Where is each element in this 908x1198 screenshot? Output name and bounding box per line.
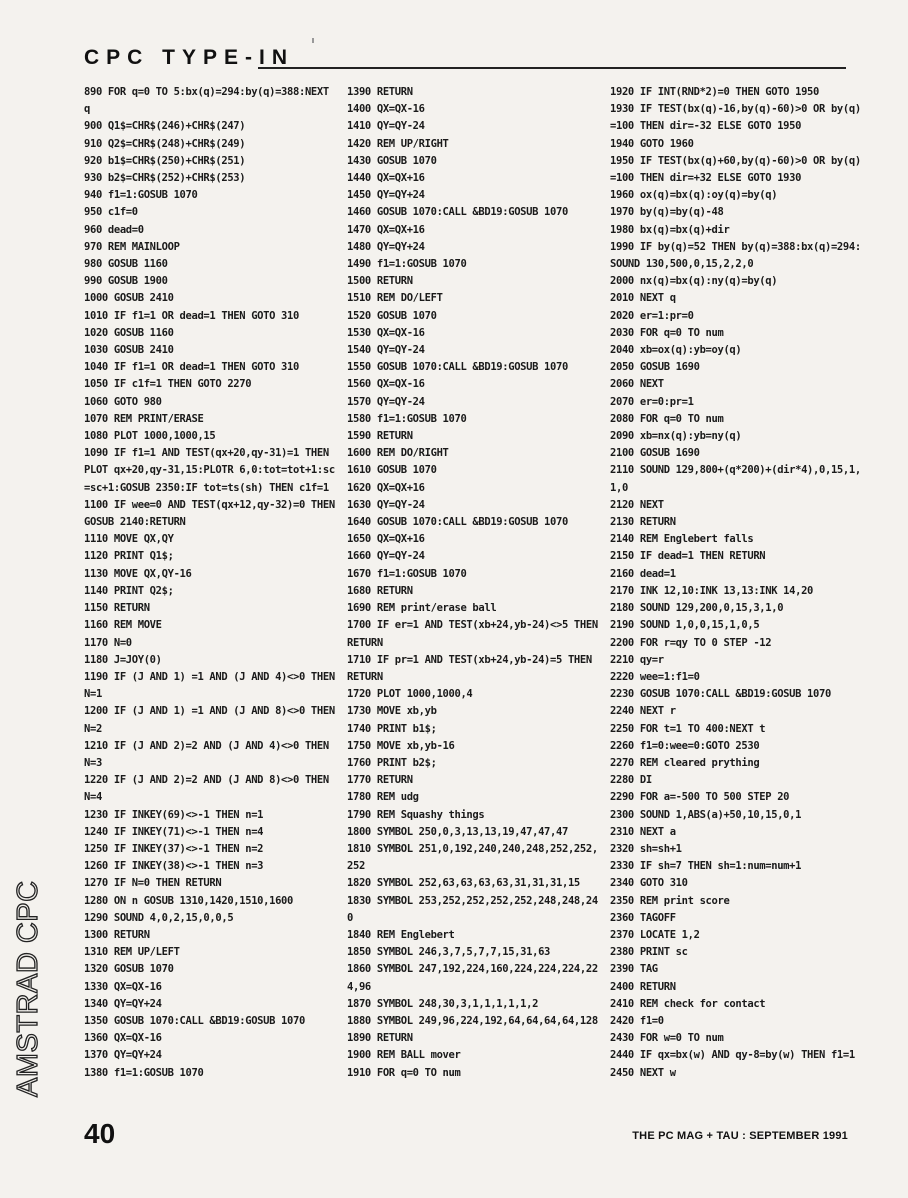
- code-line: 1710 IF pr=1 AND TEST(xb+24,yb-24)=5 THEN RETURN: [347, 653, 598, 683]
- code-line: 1520 GOSUB 1070: [347, 309, 437, 322]
- code-line: 1020 GOSUB 1160: [84, 326, 174, 339]
- code-line: 1790 REM Squashy things: [347, 808, 485, 821]
- code-line: 2010 NEXT q: [610, 292, 676, 305]
- code-line: 1200 IF (J AND 1) =1 AND (J AND 8)<>0 THEN N=2: [84, 705, 341, 735]
- header-rule: [258, 67, 846, 69]
- code-line: 1740 PRINT b1$;: [347, 722, 437, 735]
- code-line: 1870 SYMBOL 248,30,3,1,1,1,1,1,2: [347, 997, 539, 1010]
- code-line: 1470 QX=QX+16: [347, 223, 425, 236]
- code-line: 1380 f1=1:GOSUB 1070: [84, 1066, 204, 1079]
- code-line: 930 b2$=CHR$(252)+CHR$(253): [84, 172, 246, 185]
- code-line: 1180 J=JOY(0): [84, 653, 162, 666]
- code-line: 2130 RETURN: [610, 516, 676, 529]
- code-line: 1250 IF INKEY(37)<>-1 THEN n=2: [84, 842, 264, 855]
- code-line: 1700 IF er=1 AND TEST(xb+24,yb-24)<>5 THEN RETURN: [347, 619, 604, 649]
- code-line: 2330 IF sh=7 THEN sh=1:num=num+1: [610, 860, 802, 873]
- code-line: 1800 SYMBOL 250,0,3,13,13,19,47,47,47: [347, 825, 568, 838]
- code-line: 1050 IF c1f=1 THEN GOTO 2270: [84, 378, 252, 391]
- code-line: 2290 FOR a=-500 TO 500 STEP 20: [610, 791, 790, 804]
- code-line: 2310 NEXT a: [610, 825, 676, 838]
- code-line: 1950 IF TEST(bx(q)+60,by(q)-60)>0 OR by(q)=100 THEN dir=+32 ELSE GOTO 1930: [610, 154, 861, 185]
- code-line: 2090 xb=nx(q):yb=ny(q): [610, 430, 742, 443]
- code-line: 940 f1=1:GOSUB 1070: [84, 189, 198, 202]
- code-line: 1780 REM udg: [347, 791, 419, 804]
- code-line: 1320 GOSUB 1070: [84, 963, 174, 976]
- code-line: 1610 GOSUB 1070: [347, 464, 437, 477]
- code-line: 970 REM MAINLOOP: [84, 240, 180, 253]
- code-line: 890 FOR q=0 TO 5:bx(q)=294:by(q)=388:NEXT q: [84, 86, 335, 116]
- code-line: 1100 IF wee=0 AND TEST(qx+12,qy-32)=0 THEN GOSUB 2140:RETURN: [84, 498, 341, 529]
- code-line: 1120 PRINT Q1$;: [84, 550, 174, 563]
- code-line: 2180 SOUND 129,200,0,15,3,1,0: [610, 602, 784, 615]
- code-line: 2240 NEXT r: [610, 705, 676, 718]
- code-line: 990 GOSUB 1900: [84, 275, 168, 288]
- code-line: 1290 SOUND 4,0,2,15,0,0,5: [84, 911, 234, 924]
- code-line: 1240 IF INKEY(71)<>-1 THEN n=4: [84, 825, 264, 838]
- code-line: 960 dead=0: [84, 223, 144, 236]
- code-line: 2410 REM check for contact: [610, 997, 766, 1010]
- code-line: 1350 GOSUB 1070:CALL &BD19:GOSUB 1070: [84, 1014, 305, 1027]
- page-number: 40: [84, 1118, 116, 1149]
- code-line: 1260 IF INKEY(38)<>-1 THEN n=3: [84, 860, 264, 873]
- code-line: 1210 IF (J AND 2)=2 AND (J AND 4)<>0 THEN N=3: [84, 739, 335, 769]
- code-line: 2040 xb=ox(q):yb=oy(q): [610, 344, 742, 357]
- code-line: 2140 REM Englebert falls: [610, 533, 754, 546]
- code-line: 1540 QY=QY-24: [347, 344, 425, 357]
- code-line: 1940 GOTO 1960: [610, 137, 694, 150]
- code-line: 2440 IF qx=bx(w) AND qy-8=by(w) THEN f1=1: [610, 1049, 855, 1062]
- code-line: 2200 FOR r=qy TO 0 STEP -12: [610, 636, 772, 649]
- code-line: 1770 RETURN: [347, 774, 413, 787]
- code-line: 1530 QX=QX-16: [347, 326, 425, 339]
- sidebar-label: AMSTRAD CPC: [12, 880, 44, 1097]
- code-line: 1460 GOSUB 1070:CALL &BD19:GOSUB 1070: [347, 206, 568, 219]
- code-line: 1720 PLOT 1000,1000,4: [347, 688, 473, 701]
- code-line: 1030 GOSUB 2410: [84, 344, 174, 357]
- code-line: 1490 f1=1:GOSUB 1070: [347, 258, 467, 271]
- code-line: 1420 REM UP/RIGHT: [347, 137, 449, 150]
- code-line: 1930 IF TEST(bx(q)-16,by(q)-60)>0 OR by(q)=100 THEN dir=-32 ELSE GOTO 1950: [610, 103, 861, 133]
- code-line: 2300 SOUND 1,ABS(a)+50,10,15,0,1: [610, 808, 802, 821]
- code-line: 900 Q1$=CHR$(246)+CHR$(247): [84, 120, 246, 133]
- code-line: 2320 sh=sh+1: [610, 842, 682, 855]
- code-line: 2080 FOR q=0 TO num: [610, 412, 724, 425]
- code-line: 2110 SOUND 129,800+(q*200)+(dir*4),0,15,1,1,0: [610, 464, 861, 494]
- code-line: 2190 SOUND 1,0,0,15,1,0,5: [610, 619, 760, 632]
- code-line: 2270 REM cleared prything: [610, 756, 760, 769]
- code-line: 1080 PLOT 1000,1000,15: [84, 430, 216, 443]
- code-line: 1150 RETURN: [84, 602, 150, 615]
- code-line: 1990 IF by(q)=52 THEN by(q)=388:bx(q)=294:SOUND 130,500,0,15,2,2,0: [610, 240, 861, 271]
- code-line: 1220 IF (J AND 2)=2 AND (J AND 8)<>0 THEN N=4: [84, 774, 335, 804]
- code-line: 1060 GOTO 980: [84, 395, 162, 408]
- code-line: 1680 RETURN: [347, 584, 413, 597]
- code-line: 1600 REM DO/RIGHT: [347, 447, 449, 460]
- code-line: 1880 SYMBOL 249,96,224,192,64,64,64,64,128: [347, 1014, 598, 1027]
- code-line: 1970 by(q)=by(q)-48: [610, 206, 724, 219]
- code-line: 2370 LOCATE 1,2: [610, 928, 700, 941]
- code-line: 1130 MOVE QX,QY-16: [84, 567, 192, 580]
- code-line: 2250 FOR t=1 TO 400:NEXT t: [610, 722, 766, 735]
- code-line: 2070 er=0:pr=1: [610, 395, 694, 408]
- code-line: 1070 REM PRINT/ERASE: [84, 412, 204, 425]
- code-line: 2210 qy=r: [610, 653, 664, 666]
- listing-column-2: [347, 84, 604, 1082]
- code-line: 1750 MOVE xb,yb-16: [347, 739, 455, 752]
- code-line: 1510 REM DO/LEFT: [347, 292, 443, 305]
- code-line: 980 GOSUB 1160: [84, 258, 168, 271]
- code-line: 1900 REM BALL mover: [347, 1049, 461, 1062]
- code-line: 2400 RETURN: [610, 980, 676, 993]
- code-line: 1040 IF f1=1 OR dead=1 THEN GOTO 310: [84, 361, 299, 374]
- publication-footer: THE PC MAG + TAU : SEPTEMBER 1991: [632, 1130, 848, 1142]
- code-line: 1300 RETURN: [84, 928, 150, 941]
- code-line: 1390 RETURN: [347, 86, 413, 98]
- code-line: 950 c1f=0: [84, 206, 138, 219]
- code-line: 1570 QY=QY-24: [347, 395, 425, 408]
- code-line: 1340 QY=QY+24: [84, 997, 162, 1010]
- listing-column-3: [610, 84, 862, 1082]
- code-line: 2060 NEXT: [610, 378, 664, 391]
- code-line: 920 b1$=CHR$(250)+CHR$(251): [84, 154, 246, 167]
- code-line: 1660 QY=QY-24: [347, 550, 425, 563]
- code-line: 1560 QX=QX-16: [347, 378, 425, 391]
- code-line: 1400 QX=QX-16: [347, 103, 425, 116]
- code-line: 1190 IF (J AND 1) =1 AND (J AND 4)<>0 THEN N=1: [84, 670, 341, 701]
- code-line: 1160 REM MOVE: [84, 619, 162, 632]
- code-line: 1840 REM Englebert: [347, 928, 455, 941]
- code-line: 2360 TAGOFF: [610, 911, 676, 924]
- code-line: 1170 N=0: [84, 636, 132, 649]
- code-line: 1140 PRINT Q2$;: [84, 584, 174, 597]
- code-line: 1330 QX=QX-16: [84, 980, 162, 993]
- registration-mark: [312, 38, 314, 43]
- code-line: 2380 PRINT sc: [610, 946, 688, 959]
- code-line: 1450 QY=QY+24: [347, 189, 425, 202]
- code-line: 2430 FOR w=0 TO num: [610, 1032, 724, 1045]
- code-line: 1480 QY=QY+24: [347, 240, 425, 253]
- code-line: 2050 GOSUB 1690: [610, 361, 700, 374]
- code-line: 1650 QX=QX+16: [347, 533, 425, 546]
- code-line: 2150 IF dead=1 THEN RETURN: [610, 550, 766, 563]
- code-line: 1630 QY=QY-24: [347, 498, 425, 511]
- code-line: 2260 f1=0:wee=0:GOTO 2530: [610, 739, 760, 752]
- code-line: 2230 GOSUB 1070:CALL &BD19:GOSUB 1070: [610, 688, 831, 701]
- code-line: 2350 REM print score: [610, 894, 730, 907]
- code-line: 1430 GOSUB 1070: [347, 154, 437, 167]
- code-line: 1550 GOSUB 1070:CALL &BD19:GOSUB 1070: [347, 361, 568, 374]
- code-line: 1590 RETURN: [347, 430, 413, 443]
- code-line: 1270 IF N=0 THEN RETURN: [84, 877, 222, 890]
- code-line: 2020 er=1:pr=0: [610, 309, 694, 322]
- code-line: 1440 QX=QX+16: [347, 172, 425, 185]
- code-line: 2100 GOSUB 1690: [610, 447, 700, 460]
- code-line: 1860 SYMBOL 247,192,224,160,224,224,224,224,96: [347, 963, 598, 993]
- code-line: 1010 IF f1=1 OR dead=1 THEN GOTO 310: [84, 309, 299, 322]
- code-line: 1620 QX=QX+16: [347, 481, 425, 494]
- code-line: 2030 FOR q=0 TO num: [610, 326, 724, 339]
- code-line: 1960 ox(q)=bx(q):oy(q)=by(q): [610, 189, 778, 202]
- code-line: 1360 QX=QX-16: [84, 1032, 162, 1045]
- code-line: 2160 dead=1: [610, 567, 676, 580]
- code-line: 1310 REM UP/LEFT: [84, 946, 180, 959]
- listing-column-1: [84, 84, 341, 1082]
- code-line: 1980 bx(q)=bx(q)+dir: [610, 223, 730, 236]
- section-title: CPC TYPE-IN: [84, 46, 295, 69]
- code-line: 1670 f1=1:GOSUB 1070: [347, 567, 467, 580]
- code-line: 2120 NEXT: [610, 498, 664, 511]
- code-line: 910 Q2$=CHR$(248)+CHR$(249): [84, 137, 246, 150]
- code-line: 1410 QY=QY-24: [347, 120, 425, 133]
- code-line: 1110 MOVE QX,QY: [84, 533, 174, 546]
- code-line: 1850 SYMBOL 246,3,7,5,7,7,15,31,63: [347, 946, 551, 959]
- code-line: 1230 IF INKEY(69)<>-1 THEN n=1: [84, 808, 264, 821]
- code-line: 1910 FOR q=0 TO num: [347, 1066, 461, 1079]
- code-line: 2000 nx(q)=bx(q):ny(q)=by(q): [610, 275, 778, 288]
- code-line: 1810 SYMBOL 251,0,192,240,240,248,252,252,252: [347, 842, 598, 873]
- code-line: 1690 REM print/erase ball: [347, 602, 497, 615]
- code-line: 2450 NEXT w: [610, 1066, 676, 1079]
- code-line: 1820 SYMBOL 252,63,63,63,63,31,31,31,15: [347, 877, 580, 890]
- code-line: 2220 wee=1:f1=0: [610, 670, 700, 683]
- code-line: 1760 PRINT b2$;: [347, 756, 437, 769]
- code-line: 2340 GOTO 310: [610, 877, 688, 890]
- code-line: 2170 INK 12,10:INK 13,13:INK 14,20: [610, 584, 814, 597]
- code-line: 2390 TAG: [610, 963, 658, 976]
- code-line: 1730 MOVE xb,yb: [347, 705, 437, 718]
- code-line: 1580 f1=1:GOSUB 1070: [347, 412, 467, 425]
- code-line: 1280 ON n GOSUB 1310,1420,1510,1600: [84, 894, 294, 907]
- code-line: 1000 GOSUB 2410: [84, 292, 174, 305]
- code-line: 1890 RETURN: [347, 1032, 413, 1045]
- code-line: 1920 IF INT(RND*2)=0 THEN GOTO 1950: [610, 86, 820, 98]
- code-line: 1640 GOSUB 1070:CALL &BD19:GOSUB 1070: [347, 516, 568, 529]
- code-line: 2280 DI: [610, 774, 652, 787]
- code-line: 2420 f1=0: [610, 1014, 664, 1027]
- code-line: 1370 QY=QY+24: [84, 1049, 162, 1062]
- code-line: 1830 SYMBOL 253,252,252,252,252,248,248,240: [347, 894, 598, 924]
- code-line: 1500 RETURN: [347, 275, 413, 288]
- code-line: 1090 IF f1=1 AND TEST(qx+20,qy-31)=1 THEN PLOT qx+20,qy-31,15:PLOTR 6,0:tot=tot+1:sc=sc+1:GOSUB 2350:IF tot=ts(sh) THEN c1f=1: [84, 447, 335, 494]
